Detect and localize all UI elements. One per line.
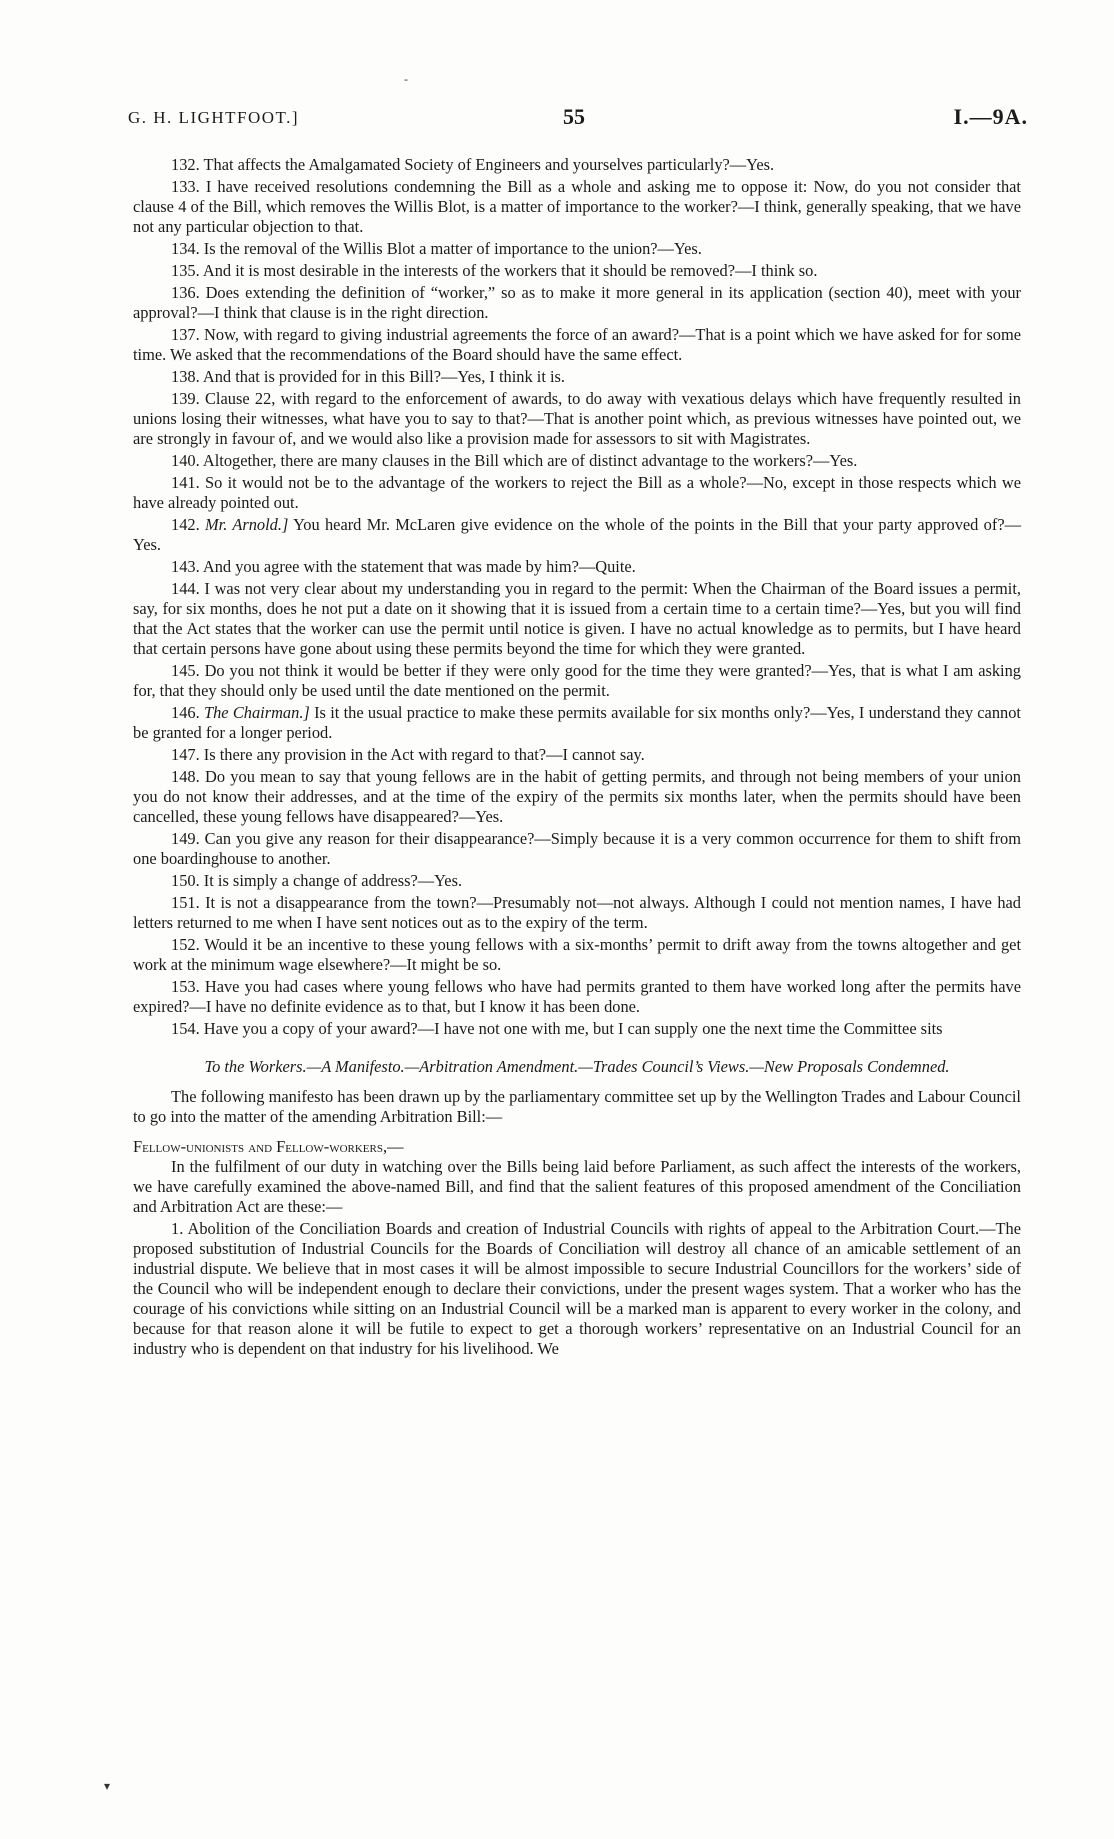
question-number: 137 xyxy=(171,325,196,344)
question-number: 135 xyxy=(171,261,196,280)
testimony-text: You heard Mr. McLaren give evidence on the whole of the points in the Bill that your party approved of?—Yes. xyxy=(133,515,1022,554)
testimony-item: 149. Can you give any reason for their disappearance?—Simply because it is a very common occurrence for them to shift from one boardinghouse to another. xyxy=(133,829,1021,868)
question-number: 136 xyxy=(171,283,196,302)
testimony-item: 153. Have you had cases where young fellows who have had permits granted to them have worked long after the permits have expired?—I have no definite evidence as to that, but I know it has been done. xyxy=(133,977,1021,1016)
testimony-item: 133. I have received resolutions condemning the Bill as a whole and asking me to oppose it: Now, do you not consider that clause 4 of the Bill, which removes the Willis Blot, is a matter of importance to the worker?—I think, generally speaking, that we have not any particular objection to that. xyxy=(133,177,1021,236)
testimony-item: 137. Now, with regard to giving industrial agreements the force of an award?—That is a point which we have asked for for some time. We asked that the recommendations of the Board should have the same effect. xyxy=(133,325,1021,364)
testimony-text: Is there any provision in the Act with regard to that?—I cannot say. xyxy=(203,745,645,764)
testimony-text: Is it the usual practice to make these permits available for six months only?—Yes, I understand they cannot be granted for a longer period. xyxy=(133,703,1021,742)
question-number: 142 xyxy=(171,515,196,534)
testimony-text: Clause 22, with regard to the enforcement of awards, to do away with vexatious delays which have frequently resulted in unions losing their witnesses, what have you to say to that?—That is another point which, as previous witnesses have pointed out, we are strongly in favour of, and we would also like a provision made for assessors to sit with Magistrates. xyxy=(133,389,1021,448)
question-number: 139 xyxy=(171,389,196,408)
testimony-text: Now, with regard to giving industrial agreements the force of an award?—That is a point which we have asked for for some time. We asked that the recommendations of the Board should have the same effect. xyxy=(133,325,1021,364)
question-number: 141 xyxy=(171,473,196,492)
question-number: 144 xyxy=(171,579,196,598)
page-body xyxy=(133,155,1021,1361)
testimony-text: And it is most desirable in the interests of the workers that it should be removed?—I think so. xyxy=(202,261,818,280)
question-number: 152 xyxy=(171,935,196,954)
speaker-name: The Chairman.] xyxy=(203,703,310,722)
salutation: Fellow-unionists and Fellow-workers,— xyxy=(133,1137,404,1156)
testimony-text: Does extending the definition of “worker,” so as to make it more general in its application (section 40), meet with your approval?—I think that clause is in the right direction. xyxy=(133,283,1022,322)
manifesto-paragraph: 1. Abolition of the Conciliation Boards and creation of Industrial Councils with rights of appeal to the Arbitration Court.—The proposed substitution of Industrial Councils for the Boards of Conciliation will destroy all chance of an amicable settlement of an industrial dispute. We believe that in most cases it will be almost impossible to secure Industrial Councillors for the workers’ side of the Council who will be independent enough to declare their convictions, under the present wages system. That a worker who has the courage of his convictions while sitting on an Industrial Council will be a marked man is apparent to every worker in the colony, and because for that reason alone it will be futile to expect to get a thorough workers’ representative on an Industrial Council for an industry who is dependent on that industry for his livelihood. We xyxy=(133,1219,1021,1358)
speaker-name: Mr. Arnold.] xyxy=(205,515,289,534)
testimony-item: 135. And it is most desirable in the interests of the workers that it should be removed?—I think so. xyxy=(171,261,818,280)
testimony-text: And you agree with the statement that was made by him?—Quite. xyxy=(202,557,636,576)
testimony-item: 154. Have you a copy of your award?—I have not one with me, but I can supply one the next time the Committee sits xyxy=(171,1019,943,1038)
testimony-text: So it would not be to the advantage of the workers to reject the Bill as a whole?—No, except in those respects which we have already pointed out. xyxy=(133,473,1021,512)
testimony-text: Can you give any reason for their disappearance?—Simply because it is a very common occurrence for them to shift from one boardinghouse to another. xyxy=(133,829,1021,868)
testimony-text: I have received resolutions condemning the Bill as a whole and asking me to oppose it: Now, do you not consider that clause 4 of the Bill, which removes the Willis Blot, is a matter of importance to the worker?—I think, generally speaking, that we have not any particular objection to that. xyxy=(133,177,1021,236)
witness-name: G. H. LIGHTFOOT.] xyxy=(128,108,300,127)
testimony-item: 152. Would it be an incentive to these young fellows with a six-months’ permit to drift away from the towns altogether and get work at the minimum wage elsewhere?—It might be so. xyxy=(133,935,1021,974)
question-number: 138 xyxy=(171,367,196,386)
question-number: 149 xyxy=(171,829,196,848)
testimony-text: Would it be an incentive to these young fellows with a six-months’ permit to drift away from the towns altogether and get work at the minimum wage elsewhere?—It might be so. xyxy=(133,935,1021,974)
testimony-text: Altogether, there are many clauses in the Bill which are of distinct advantage to the workers?—Yes. xyxy=(202,451,858,470)
testimony-item: 148. Do you mean to say that young fellows are in the habit of getting permits, and through not being members of your union you do not know their addresses, and at the time of the expiry of the permits six months later, when the permits should have been cancelled, these young fellows have disappeared?—Yes. xyxy=(133,767,1021,826)
page-header xyxy=(128,104,1028,134)
testimony-item: 142. Mr. Arnold.] You heard Mr. McLaren give evidence on the whole of the points in the Bill that your party approved of?—Yes. xyxy=(133,515,1022,554)
testimony-item: 150. It is simply a change of address?—Yes. xyxy=(171,871,463,890)
ink-speck: ▾ xyxy=(104,1779,111,1793)
testimony-text: Do you not think it would be better if they were only good for the time they were granted?—Yes, that is what I am asking for, that they should only be used until the date mentioned on the permit. xyxy=(133,661,1021,700)
question-number: 134 xyxy=(171,239,196,258)
testimony-text: I was not very clear about my understanding you in regard to the permit: When the Chairman of the Board issues a permit, say, for six months, does he not put a date on it showing that it is issued from a certain time to a certain time?—Yes, but you will find that the Act states that the worker can use the permit until notice is given. I have no actual knowledge as to permits, but I have heard that certain persons have gone about using these permits beyond the time for which they were granted. xyxy=(133,579,1021,658)
testimony-item: 144. I was not very clear about my understanding you in regard to the permit: When the Chairman of the Board issues a permit, say, for six months, does he not put a date on it showing that it is issued from a certain time to a certain time?—Yes, but you will find that the Act states that the worker can use the permit until notice is given. I have no actual knowledge as to permits, but I have heard that certain persons have gone about using these permits beyond the time for which they were granted. xyxy=(133,579,1021,658)
testimony-text: That affects the Amalgamated Society of Engineers and yourselves particularly?—Yes. xyxy=(203,155,775,174)
question-number: 132 xyxy=(171,155,196,174)
testimony-text: And that is provided for in this Bill?—Yes, I think it is. xyxy=(202,367,566,386)
question-number: 140 xyxy=(171,451,196,470)
testimony-item: 146. The Chairman.] Is it the usual practice to make these permits available for six months only?—Yes, I understand they cannot be granted for a longer period. xyxy=(133,703,1021,742)
question-number: 151 xyxy=(171,893,196,912)
manifesto-intro: The following manifesto has been drawn up by the parliamentary committee set up by the Wellington Trades and Labour Council to go into the matter of the amending Arbitration Bill:— xyxy=(133,1087,1021,1126)
testimony-text: Have you a copy of your award?—I have not one with me, but I can supply one the next time the Committee sits xyxy=(203,1019,943,1038)
testimony-item: 139. Clause 22, with regard to the enforcement of awards, to do away with vexatious delays which have frequently resulted in unions losing their witnesses, what have you to say to that?—That is another point which, as previous witnesses have pointed out, we are strongly in favour of, and we would also like a provision made for assessors to sit with Magistrates. xyxy=(133,389,1021,448)
page-number: 55 xyxy=(563,104,585,129)
section-title: To the Workers.—A Manifesto.—Arbitration Amendment.—Trades Council’s Views.—New Proposals Condemned. xyxy=(204,1057,950,1076)
question-number: 147 xyxy=(171,745,196,764)
testimony-text: Have you had cases where young fellows who have had permits granted to them have worked long after the permits have expired?—I have no definite evidence as to that, but I know it has been done. xyxy=(133,977,1021,1016)
ink-speck: - xyxy=(404,72,408,86)
manifesto-paragraph: In the fulfilment of our duty in watching over the Bills being laid before Parliament, as such affect the interests of the workers, we have carefully examined the above-named Bill, and find that the salient features of this proposed amendment of the Conciliation and Arbitration Act are these:— xyxy=(133,1157,1021,1216)
question-number: 153 xyxy=(171,977,196,996)
testimony-text: Do you mean to say that young fellows are in the habit of getting permits, and through not being members of your union you do not know their addresses, and at the time of the expiry of the permits six months later, when the permits should have been cancelled, these young fellows have disappeared?—Yes. xyxy=(133,767,1021,826)
question-number: 154 xyxy=(171,1019,196,1038)
testimony-item: 138. And that is provided for in this Bill?—Yes, I think it is. xyxy=(171,367,566,386)
question-answer-list xyxy=(133,155,1021,1039)
question-number: 143 xyxy=(171,557,196,576)
testimony-item: 134. Is the removal of the Willis Blot a matter of importance to the union?—Yes. xyxy=(171,239,702,258)
testimony-item: 151. It is not a disappearance from the town?—Presumably not—not always. Although I could not mention names, I have had letters returned to me when I have sent notices out as to the expiry of the term. xyxy=(133,893,1021,932)
testimony-item: 147. Is there any provision in the Act with regard to that?—I cannot say. xyxy=(171,745,645,764)
testimony-text: Is the removal of the Willis Blot a matter of importance to the union?—Yes. xyxy=(203,239,702,258)
testimony-item: 136. Does extending the definition of “worker,” so as to make it more general in its application (section 40), meet with your approval?—I think that clause is in the right direction. xyxy=(133,283,1022,322)
testimony-text: It is not a disappearance from the town?—Presumably not—not always. Although I could not mention names, I have had letters returned to me when I have sent notices out as to the expiry of the term. xyxy=(133,893,1021,932)
testimony-item: 141. So it would not be to the advantage of the workers to reject the Bill as a whole?—No, except in those respects which we have already pointed out. xyxy=(133,473,1021,512)
question-number: 148 xyxy=(171,767,196,786)
testimony-item: 145. Do you not think it would be better if they were only good for the time they were granted?—Yes, that is what I am asking for, that they should only be used until the date mentioned on the permit. xyxy=(133,661,1021,700)
testimony-text: It is simply a change of address?—Yes. xyxy=(203,871,463,890)
document-reference: I.—9A. xyxy=(953,104,1028,129)
question-number: 133 xyxy=(171,177,196,196)
question-number: 150 xyxy=(171,871,196,890)
testimony-item: 132. That affects the Amalgamated Society of Engineers and yourselves particularly?—Yes. xyxy=(171,155,775,174)
testimony-item: 143. And you agree with the statement that was made by him?—Quite. xyxy=(171,557,636,576)
question-number: 146 xyxy=(171,703,196,722)
testimony-item: 140. Altogether, there are many clauses in the Bill which are of distinct advantage to the workers?—Yes. xyxy=(171,451,858,470)
question-number: 145 xyxy=(171,661,196,680)
